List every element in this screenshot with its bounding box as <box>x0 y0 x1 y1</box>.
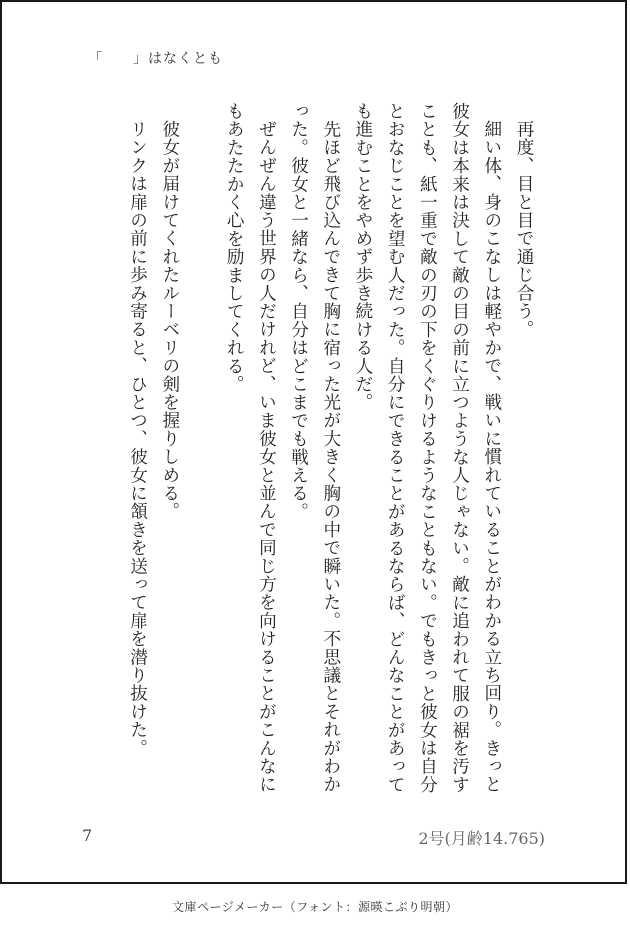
paragraph: 彼女が届けてくれたルーベリの剣を握りしめる。 <box>159 119 180 520</box>
body-text <box>121 102 540 802</box>
paragraph: 細い体、身のこなしは軽やかで、戦いに慣れていることがわかる立ち回り。きっと彼女は本来は決して敵の目の前に立つような人じゃない。敵に追われて服の裾を汚すことも、紙一重で敵の刃の下をくぐりけるようなこともない。でもきっと彼女は自分とおなじことを望む人だった。自分にできることがあるならば、どんなことがあっても進むことをやめず歩き続ける人だ。 <box>352 102 502 794</box>
paragraph: 再度、目と目で通じ合う。 <box>514 119 534 338</box>
paragraph: ぜんぜん違う世界の人だけれど、いま彼女と並んで同じ方を向けることがこんなにもあたたかく心を励ましてくれる。 <box>224 102 277 793</box>
paragraph: 先ほど飛び込んできて胸に宿った光が大きく胸の中で瞬いた。不思議とそれがわかった。彼女と一緒なら、自分はどこまでも戦える。 <box>288 102 341 793</box>
paragraph: リンクは扉の前に歩み寄ると、ひとつ、彼女に頷きを送って扉を潜り抜けた。 <box>127 119 148 757</box>
blank-line <box>186 102 218 802</box>
footer-credit: 文庫ページメーカー（フォント：源暎こぶり明朝） <box>171 900 459 914</box>
page-number: 7 <box>82 826 93 845</box>
running-header: 「 」はなくとも <box>88 51 223 67</box>
issue-label: 2号(月齢14.765) <box>418 829 545 848</box>
